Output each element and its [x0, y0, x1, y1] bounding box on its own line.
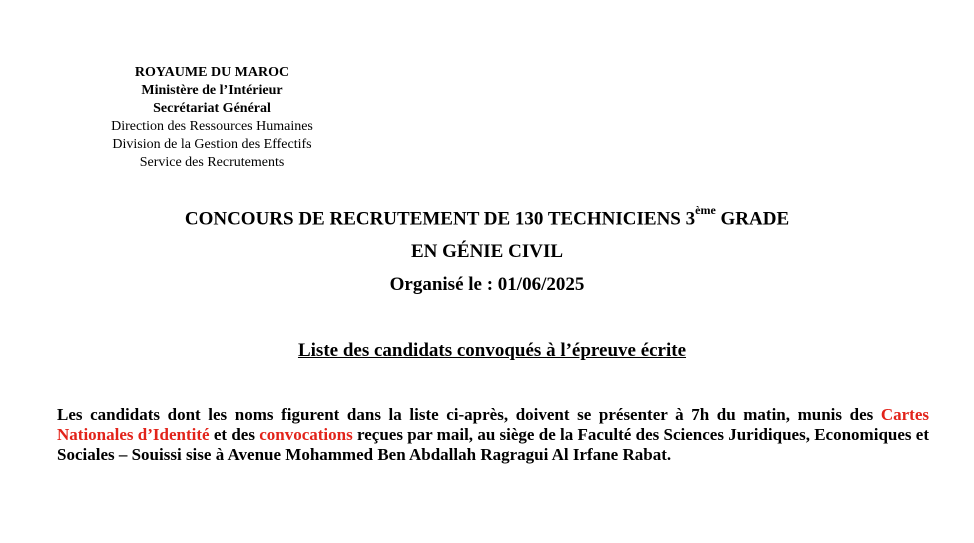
list-heading: Liste des candidats convoqués à l’épreuve écrite: [297, 340, 687, 361]
division-name: Division de la Gestion des Effectifs: [112, 137, 312, 152]
grade-superscript: ème: [695, 203, 716, 217]
candidate-notice: [57, 405, 929, 465]
notice-text-3: reçues par mail, au siège de la Faculté des Sciences Juridiques, Economiques et Sociales – Souissi sise à Avenue Mohammed Ben Abdallah Ragragui Al Irfane Rabat.: [57, 425, 929, 464]
notice-text-1: Les candidats dont les noms figurent dans la liste ci-après, doivent se présenter à 7h du matin, munis des: [57, 405, 881, 424]
contest-date: Organisé le : 01/06/2025: [389, 274, 585, 295]
kingdom-name: ROYAUME DU MAROC: [134, 65, 290, 80]
contest-title: [0, 203, 974, 230]
contest-title-text: CONCOURS DE RECRUTEMENT DE 130 TECHNICIENS 3: [184, 208, 696, 230]
contest-specialty: EN GÉNIE CIVIL: [410, 241, 564, 262]
contest-title-grade: GRADE: [715, 208, 790, 230]
notice-text-2: et des: [209, 425, 260, 444]
direction-name: Direction des Ressources Humaines: [111, 119, 313, 134]
service-name: Service des Recrutements: [139, 155, 285, 170]
notice-highlight-convocations: convocations: [259, 425, 353, 444]
secretariat-name: Secrétariat Général: [153, 101, 271, 116]
ministry-name: Ministère de l’Intérieur: [141, 83, 283, 98]
notice-highlight-id-cards: Cartes Nationales d’Identité: [57, 405, 929, 444]
ministry-header: [80, 64, 344, 172]
